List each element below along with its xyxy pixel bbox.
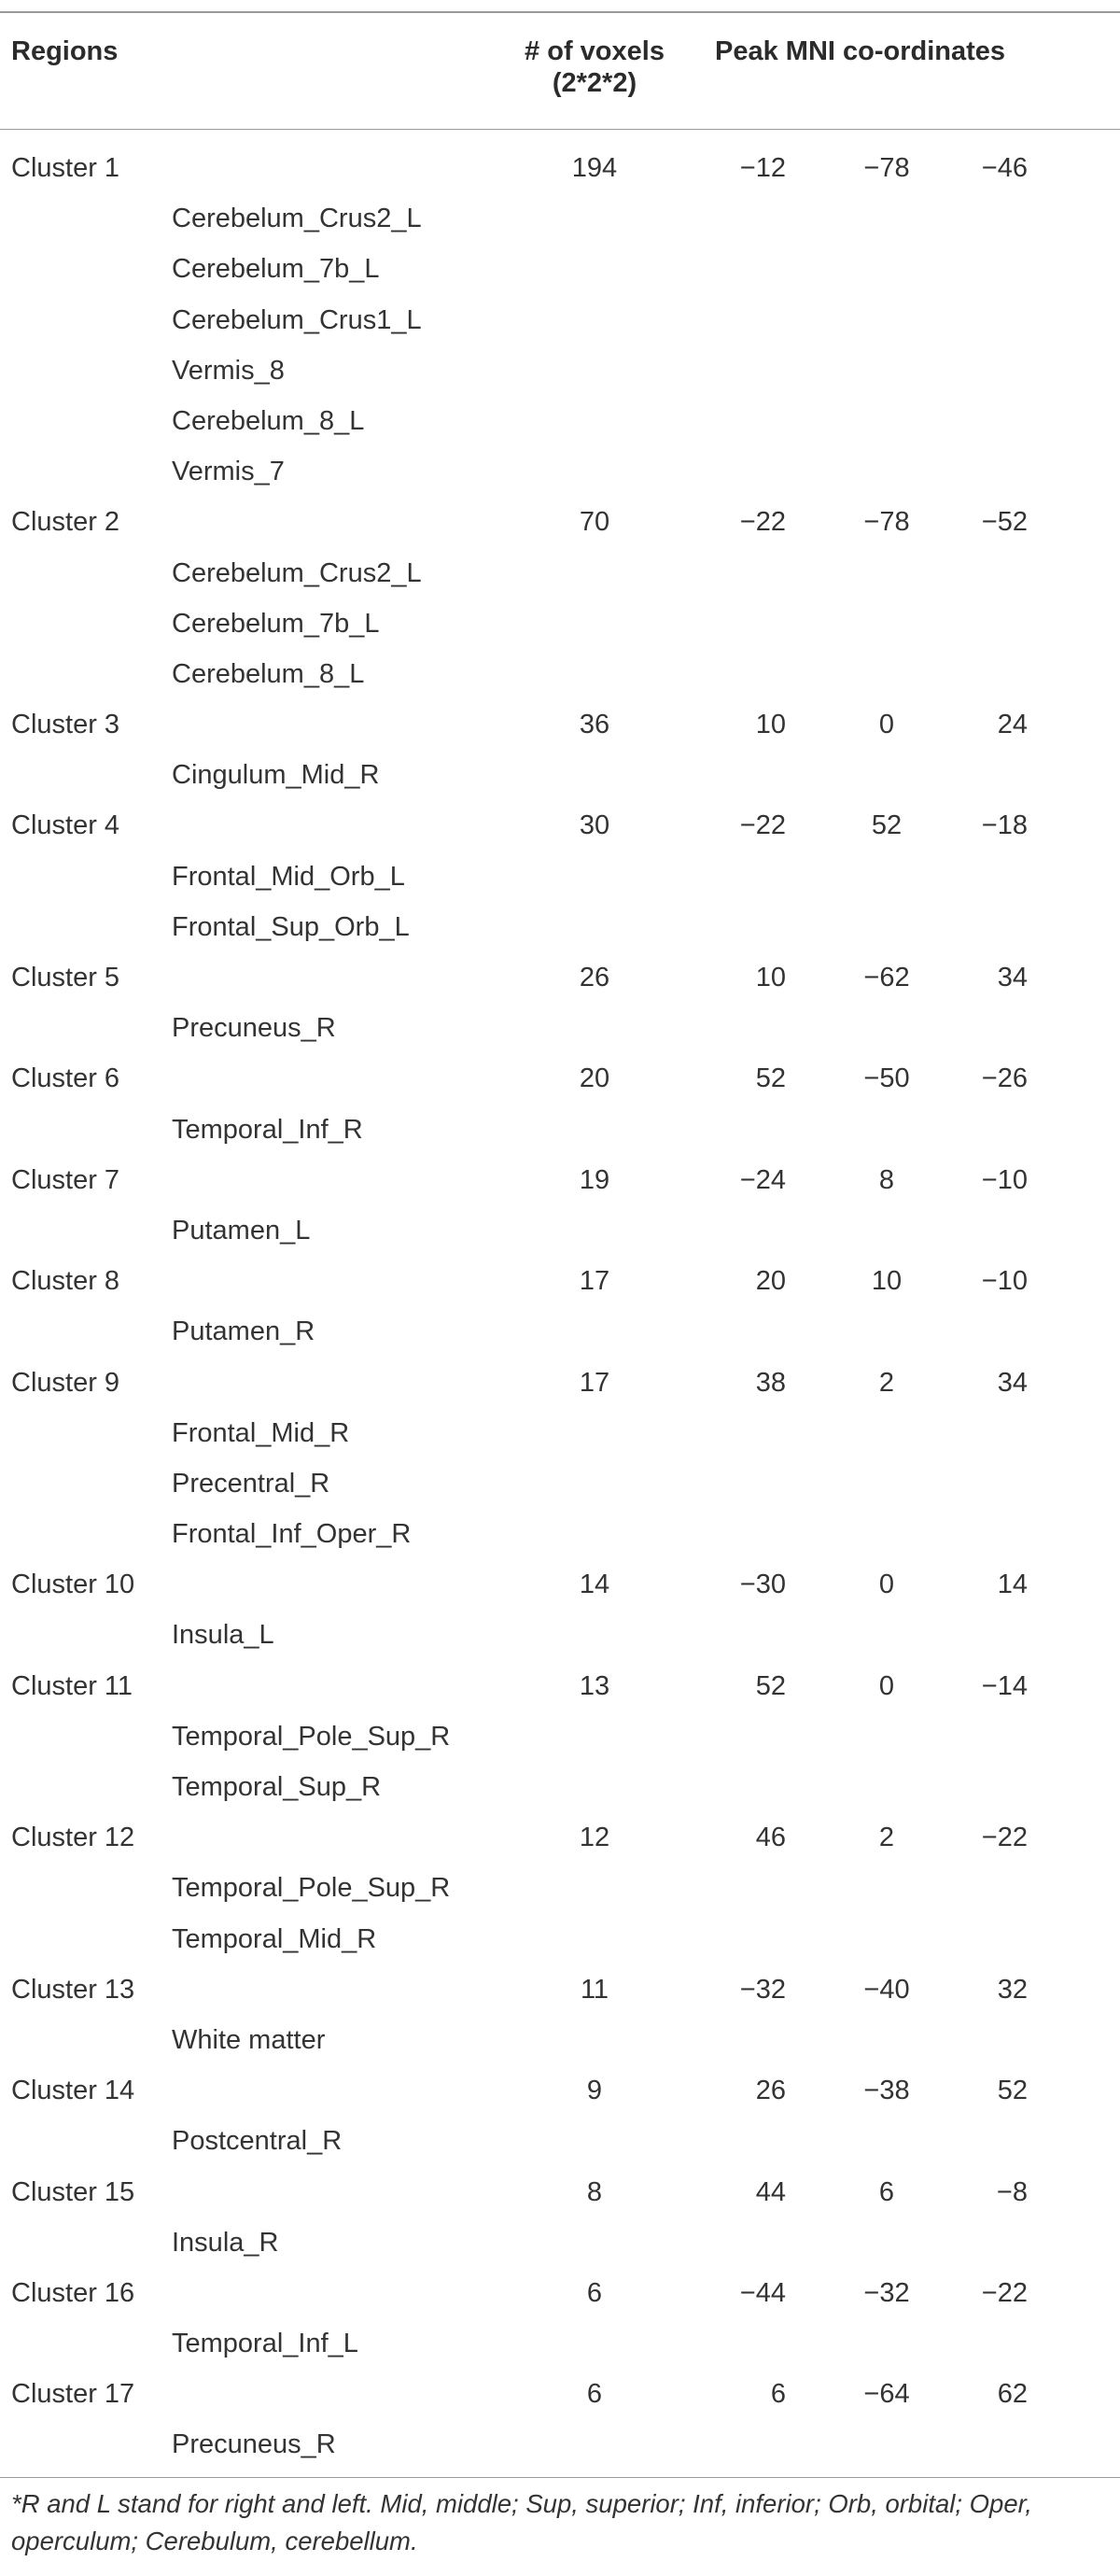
region-label: Temporal_Inf_L: [172, 2329, 358, 2359]
region-label: Cerebelum_Crus2_L: [172, 204, 422, 234]
peak-y: −64: [863, 2379, 910, 2410]
region-label: Vermis_7: [172, 457, 285, 487]
voxel-count: 6: [586, 2379, 603, 2410]
header-regions: Regions: [11, 36, 119, 66]
region-label: Frontal_Inf_Oper_R: [172, 1519, 412, 1550]
cluster-row: [0, 1812, 1120, 1863]
peak-x: 52: [755, 1670, 786, 1701]
voxel-count: 17: [579, 1266, 610, 1297]
cluster-label: Cluster 1: [11, 153, 120, 183]
region-label: Insula_L: [172, 1620, 274, 1651]
region-row: [0, 2318, 1120, 2369]
peak-z: 62: [997, 2379, 1028, 2410]
cluster-row: [0, 2369, 1120, 2419]
peak-z: −22: [981, 1823, 1028, 1853]
region-label: Frontal_Sup_Orb_L: [172, 911, 410, 942]
region-row: [0, 193, 1120, 244]
peak-x: −30: [739, 1570, 786, 1600]
peak-z: 52: [997, 2076, 1028, 2106]
cluster-row: [0, 1964, 1120, 2015]
cluster-label: Cluster 14: [11, 2076, 135, 2106]
region-row: [0, 548, 1120, 598]
peak-x: −24: [739, 1164, 786, 1195]
region-label: Precuneus_R: [172, 2429, 336, 2460]
region-label: Temporal_Inf_R: [172, 1114, 363, 1145]
peak-x: −22: [739, 810, 786, 841]
region-row: [0, 1205, 1120, 1256]
region-label: Frontal_Mid_Orb_L: [172, 861, 405, 892]
region-row: [0, 446, 1120, 497]
region-row: [0, 852, 1120, 902]
cluster-label: Cluster 8: [11, 1266, 120, 1297]
region-label: Frontal_Mid_R: [172, 1417, 350, 1448]
region-row: [0, 598, 1120, 649]
region-label: White matter: [172, 2024, 326, 2055]
table-top-rule: [0, 11, 1120, 13]
region-label: Cerebelum_8_L: [172, 658, 365, 689]
cluster-label: Cluster 17: [11, 2379, 135, 2410]
peak-z: −10: [981, 1164, 1028, 1195]
peak-y: −78: [863, 507, 910, 538]
region-label: Postcentral_R: [172, 2126, 343, 2157]
region-label: Precentral_R: [172, 1468, 330, 1499]
cluster-row: [0, 2167, 1120, 2217]
region-label: Putamen_R: [172, 1316, 315, 1347]
peak-z: 34: [997, 963, 1028, 992]
cluster-row: [0, 2065, 1120, 2116]
region-row: [0, 396, 1120, 446]
header-voxels-line1: # of voxels: [525, 36, 665, 66]
region-row: [0, 1306, 1120, 1357]
region-row: [0, 295, 1120, 345]
table-footnote: *R and L stand for right and left. Mid, middle; Sup, superior; Inf, inferior; Orb, orbital; Oper, operculum; Cerebulum, cerebellum.: [11, 2489, 1032, 2555]
cluster-row: [0, 1661, 1120, 1711]
peak-x: 10: [755, 710, 786, 740]
cluster-label: Cluster 13: [11, 1974, 135, 2005]
region-row: [0, 2217, 1120, 2268]
cluster-row: [0, 1053, 1120, 1104]
region-row: [0, 2116, 1120, 2166]
region-label: Insula_R: [172, 2227, 279, 2258]
peak-z: −10: [981, 1266, 1028, 1297]
voxel-count: 36: [579, 710, 610, 740]
voxel-count: 9: [586, 2076, 603, 2106]
cluster-label: Cluster 9: [11, 1367, 120, 1398]
region-label: Cerebelum_Crus2_L: [172, 557, 422, 588]
region-row: [0, 1762, 1120, 1812]
region-label: Precuneus_R: [172, 1013, 336, 1044]
peak-y: −40: [863, 1974, 910, 2005]
peak-x: 10: [755, 963, 786, 992]
peak-x: −32: [739, 1974, 786, 2005]
voxel-count: 20: [579, 1063, 610, 1094]
peak-z: −22: [981, 2277, 1028, 2308]
peak-z: −46: [981, 153, 1028, 183]
region-row: [0, 2419, 1120, 2470]
peak-z: 24: [997, 710, 1028, 740]
region-row: [0, 2015, 1120, 2065]
cluster-label: Cluster 15: [11, 2176, 135, 2207]
region-row: [0, 1914, 1120, 1964]
voxel-count: 19: [579, 1164, 610, 1195]
cluster-row: [0, 800, 1120, 851]
table-body: [0, 143, 1120, 2470]
region-label: Cerebelum_Crus1_L: [172, 304, 422, 335]
peak-z: −14: [981, 1670, 1028, 1701]
peak-y: 10: [871, 1266, 903, 1297]
cluster-label: Cluster 7: [11, 1164, 120, 1195]
voxel-count: 30: [579, 810, 610, 841]
peak-x: 20: [755, 1266, 786, 1297]
peak-x: −44: [739, 2277, 786, 2308]
peak-x: 38: [755, 1367, 786, 1398]
voxel-count: 194: [571, 153, 618, 183]
peak-x: 44: [755, 2176, 786, 2207]
region-row: [0, 902, 1120, 952]
peak-y: 52: [871, 810, 903, 841]
region-row: [0, 1105, 1120, 1155]
peak-x: −12: [739, 153, 786, 183]
region-row: [0, 345, 1120, 396]
region-row: [0, 1003, 1120, 1053]
table-bottom-rule: [0, 2477, 1120, 2478]
peak-y: 6: [878, 2176, 895, 2207]
voxel-count: 70: [579, 507, 610, 538]
peak-z: −8: [996, 2176, 1028, 2207]
peak-y: 0: [878, 710, 895, 740]
region-label: Temporal_Mid_R: [172, 1923, 377, 1954]
peak-y: −32: [863, 2277, 910, 2308]
cluster-row: [0, 2268, 1120, 2318]
cluster-label: Cluster 6: [11, 1063, 120, 1094]
cluster-label: Cluster 4: [11, 810, 120, 841]
peak-x: 46: [755, 1823, 786, 1853]
region-label: Cingulum_Mid_R: [172, 760, 380, 791]
region-label: Cerebelum_8_L: [172, 405, 365, 436]
cluster-label: Cluster 12: [11, 1823, 135, 1853]
cluster-label: Cluster 2: [11, 507, 120, 538]
cluster-row: [0, 952, 1120, 1003]
cluster-row: [0, 699, 1120, 750]
voxel-count: 13: [579, 1670, 610, 1701]
cluster-row: [0, 1256, 1120, 1306]
peak-y: 0: [878, 1570, 895, 1600]
peak-x: 26: [755, 2076, 786, 2106]
region-label: Temporal_Sup_R: [172, 1772, 382, 1802]
cluster-row: [0, 1155, 1120, 1205]
peak-z: −18: [981, 810, 1028, 841]
region-label: Cerebelum_7b_L: [172, 254, 380, 285]
voxel-count: 11: [580, 1974, 609, 2005]
peak-z: −52: [981, 507, 1028, 538]
header-voxels: [515, 35, 674, 99]
cluster-label: Cluster 16: [11, 2277, 135, 2308]
region-label: Cerebelum_7b_L: [172, 608, 380, 639]
region-label: Temporal_Pole_Sup_R: [172, 1873, 451, 1904]
region-row: [0, 1509, 1120, 1559]
cluster-row: [0, 497, 1120, 547]
region-row: [0, 1458, 1120, 1509]
region-row: [0, 649, 1120, 699]
header-peak-mni: Peak MNI co-ordinates: [715, 36, 1006, 66]
peak-y: −78: [863, 153, 910, 183]
peak-z: −26: [981, 1063, 1028, 1094]
header-voxels-line2: (2*2*2): [552, 68, 637, 98]
voxel-count: 6: [586, 2277, 603, 2308]
peak-y: 0: [878, 1670, 895, 1701]
region-label: Temporal_Pole_Sup_R: [172, 1721, 451, 1752]
cluster-label: Cluster 5: [11, 963, 120, 992]
peak-y: 8: [878, 1164, 895, 1195]
cluster-label: Cluster 3: [11, 710, 120, 740]
peak-x: 6: [770, 2379, 786, 2410]
peak-z: 14: [997, 1570, 1028, 1600]
cluster-row: [0, 1559, 1120, 1610]
region-row: [0, 1408, 1120, 1458]
peak-y: −38: [863, 2076, 910, 2106]
voxel-count: 14: [579, 1570, 610, 1600]
voxel-count: 8: [586, 2176, 603, 2207]
peak-y: −50: [863, 1063, 910, 1094]
peak-z: 32: [997, 1974, 1028, 2005]
voxel-count: 17: [579, 1367, 610, 1398]
header-bottom-rule: [0, 129, 1120, 130]
cluster-row: [0, 143, 1120, 193]
region-label: Putamen_L: [172, 1215, 311, 1246]
peak-y: 2: [878, 1367, 895, 1398]
region-row: [0, 1711, 1120, 1762]
region-label: Vermis_8: [172, 355, 285, 386]
cluster-label: Cluster 11: [11, 1670, 133, 1701]
region-row: [0, 1610, 1120, 1660]
peak-y: −62: [863, 963, 910, 992]
peak-x: 52: [755, 1063, 786, 1094]
voxel-count: 26: [579, 963, 610, 992]
cluster-row: [0, 1358, 1120, 1408]
peak-x: −22: [739, 507, 786, 538]
peak-z: 34: [997, 1367, 1028, 1398]
region-row: [0, 750, 1120, 800]
cluster-label: Cluster 10: [11, 1570, 135, 1600]
region-row: [0, 1863, 1120, 1913]
voxel-count: 12: [579, 1823, 610, 1853]
peak-y: 2: [878, 1823, 895, 1853]
region-row: [0, 244, 1120, 294]
